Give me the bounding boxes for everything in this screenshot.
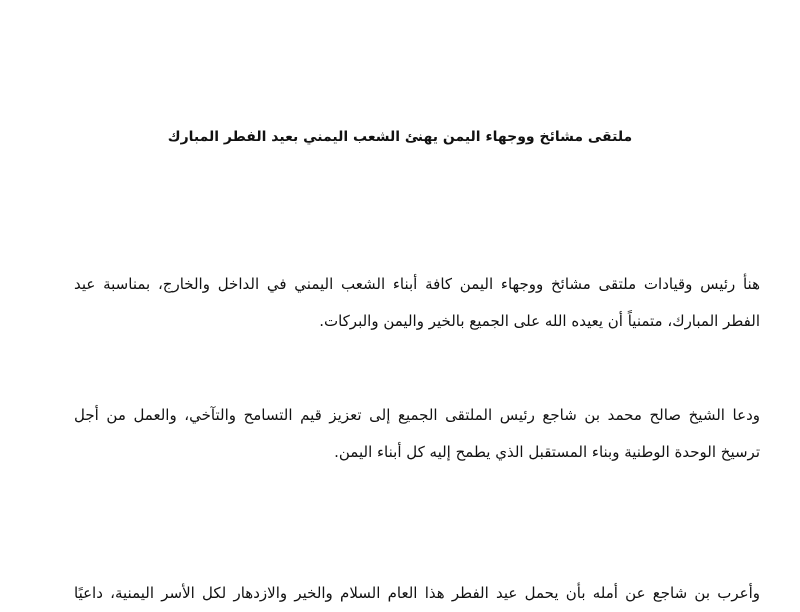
- paragraph-line: هنأ رئيس وقيادات ملتقى مشائخ ووجهاء اليمن كافة أبناء الشعب اليمني في الداخل والخارج، بمناسبة عيد: [74, 275, 760, 293]
- paragraph-hope: [74, 575, 760, 612]
- paragraph-call: [74, 397, 760, 471]
- paragraph-line: ترسيخ الوحدة الوطنية وبناء المستقبل الذي يطمح إليه كل أبناء اليمن.: [334, 443, 760, 461]
- paragraph-line: وأعرب بن شاجع عن أمله بأن يحمل عيد الفطر هذا العام السلام والخير والازدهار لكل الأسر اليمنية، داعيًا: [74, 584, 760, 602]
- paragraph-line: الفطر المبارك، متمنياً أن يعيده الله على الجميع بالخير واليمن والبركات.: [319, 312, 760, 330]
- paragraph-greeting: [74, 266, 760, 340]
- paragraph-line: ودعا الشيخ صالح محمد بن شاجع رئيس الملتقى الجميع إلى تعزيز قيم التسامح والتآخي، والعمل من أجل: [74, 406, 760, 424]
- document-title: ملتقى مشائخ ووجهاء اليمن يهنئ الشعب اليمني بعيد الفطر المبارك: [167, 129, 633, 145]
